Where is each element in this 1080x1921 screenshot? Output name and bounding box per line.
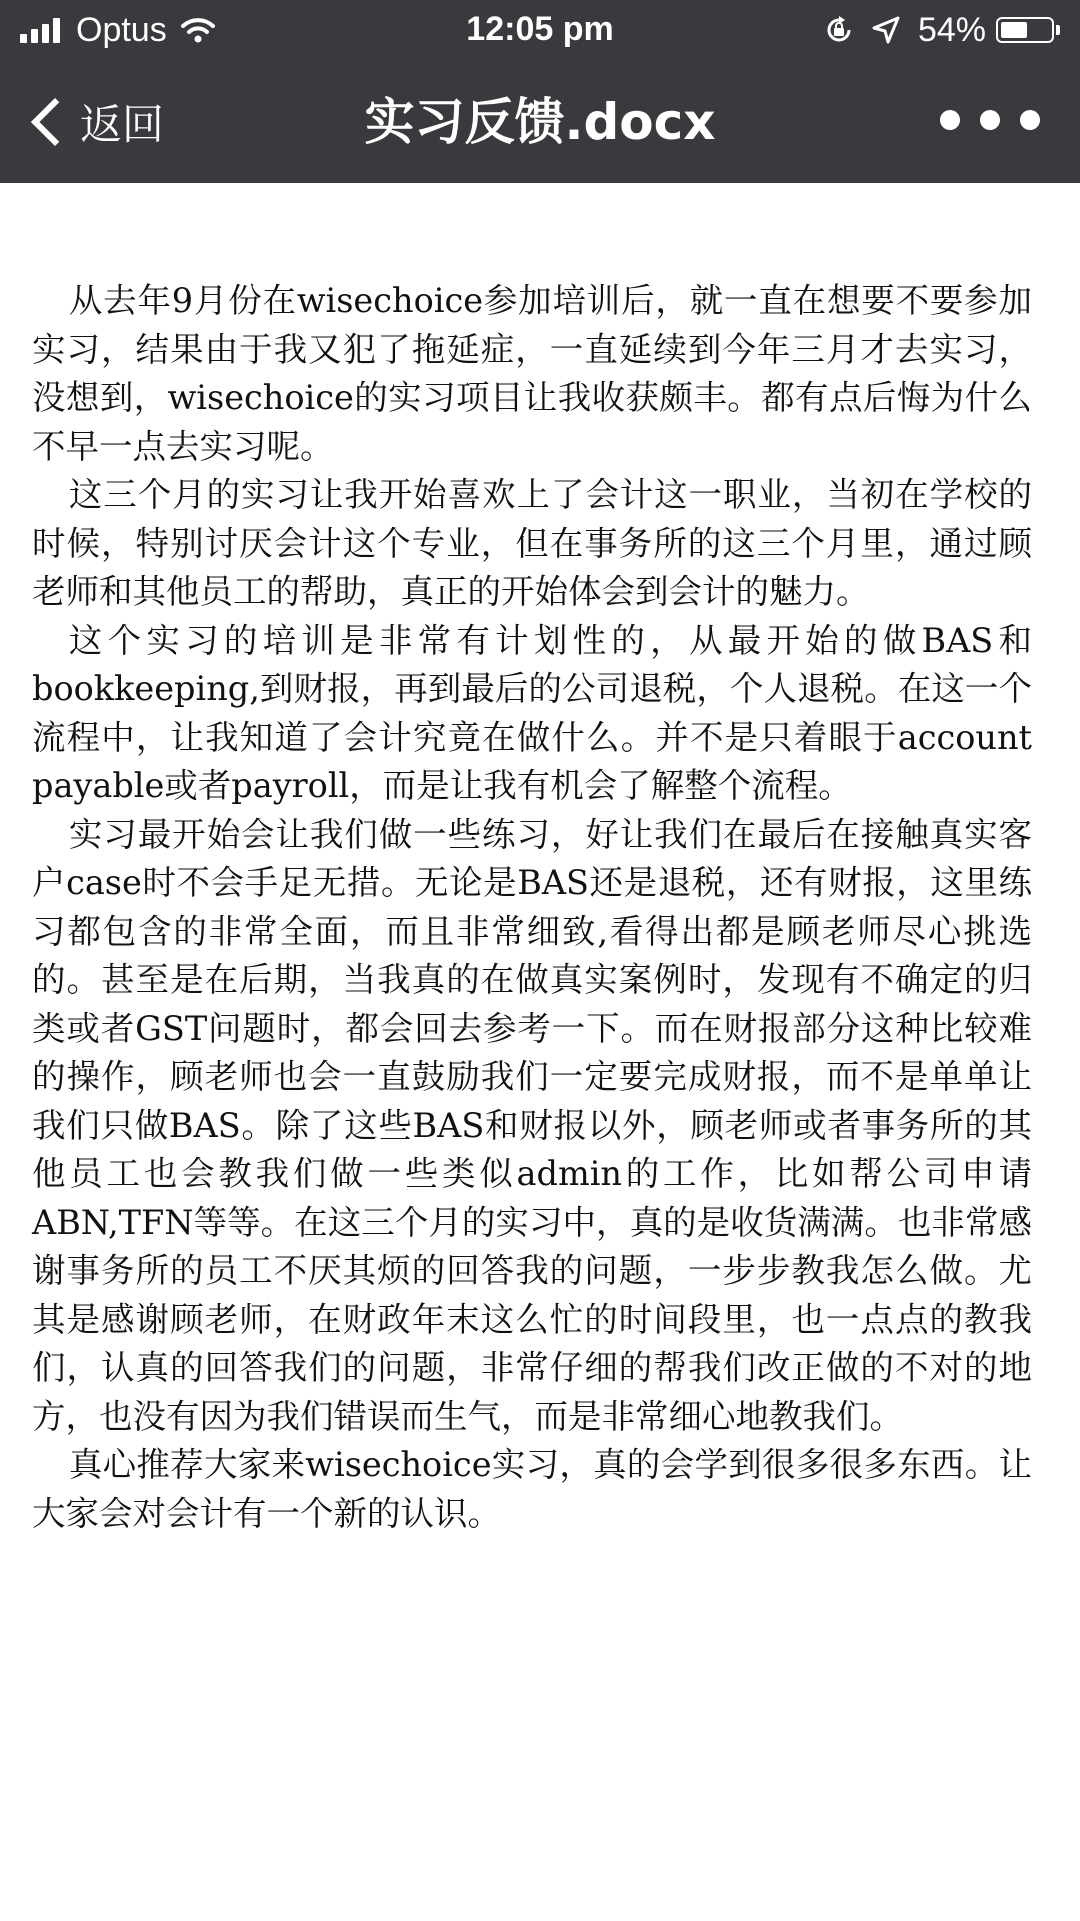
paragraph-2: 这三个月的实习让我开始喜欢上了会计这一职业，当初在学校的时候，特别讨厌会计这个专业，但在事务所的这三个月里，通过顾老师和其他员工的帮助，真正的开始体会到会计的魅力。: [32, 475, 1032, 611]
orientation-lock-icon: [824, 15, 854, 45]
dot: [980, 110, 1000, 130]
back-button[interactable]: [26, 90, 164, 154]
paragraph-4: 实习最开始会让我们做一些练习，好让我们在最后在接触真实客户case时不会手足无措。无论是BAS还是退税，还有财报，这里练习都包含的非常全面，而且非常细致,看得出都是顾老师尽心挑选的。甚至是在后期，当我真的在做真实案例时，发现有不确定的归类或者GST问题时，都会回去参考一下。而在财报部分这种比较难的操作，顾老师也会一直鼓励我们一定要完成财报，而不是单单让我们只做BAS。除了这些BAS和财报以外，顾老师或者事务所的其他员工也会教我们做一些类似admin的工作，比如帮公司申请ABN,TFN等等。在这三个月的实习中，真的是收货满满。也非常感谢事务所的员工不厌其烦的回答我的问题，一步步教我怎么做。尤其是感谢顾老师，在财政年末这么忙的时间段里，也一点点的教我们，认真的回答我们的问题，非常仔细的帮我们改正做的不对的地方，也没有因为我们错误而生气，而是非常细心地教我们。: [32, 814, 1032, 1436]
battery-cap: [1056, 25, 1060, 35]
status-bar: [0, 0, 1080, 60]
paragraph-3: 这个实习的培训是非常有计划性的，从最开始的做BAS和bookkeeping,到财报，再到最后的公司退税，个人退税。在这一个流程中，让我知道了会计究竟在做什么。并不是只着眼于account payable或者payroll，而是让我有机会了解整个流程。: [32, 620, 1032, 805]
paragraph-5: 真心推荐大家来wisechoice实习，真的会学到很多很多东西。让大家会对会计有一个新的认识。: [32, 1445, 1032, 1533]
status-right: [824, 10, 1060, 50]
battery-icon: [996, 17, 1054, 43]
carrier-name: Optus: [76, 10, 167, 49]
battery-percent: 54%: [917, 10, 986, 49]
nav-bar: [0, 60, 1080, 183]
app-header: [0, 0, 1080, 183]
battery-level: [1001, 22, 1027, 38]
chevron-left-icon: [31, 98, 79, 146]
document-body: [32, 277, 1032, 1538]
location-arrow-icon: [872, 16, 900, 44]
dot: [1020, 110, 1040, 130]
back-label: 返回: [80, 100, 165, 149]
paragraph-1: 从去年9月份在wisechoice参加培训后，就一直在想要不要参加实习，结果由于我又犯了拖延症，一直延续到今年三月才去实习，没想到，wisechoice的实习项目让我收获颇丰。都有点后悔为什么不早一点去实习呢。: [32, 281, 1032, 466]
more-dots-icon[interactable]: [940, 100, 1040, 140]
page-title: 实习反馈.docx: [364, 93, 716, 151]
status-time: 12:05 pm: [466, 10, 614, 48]
dot: [940, 110, 960, 130]
